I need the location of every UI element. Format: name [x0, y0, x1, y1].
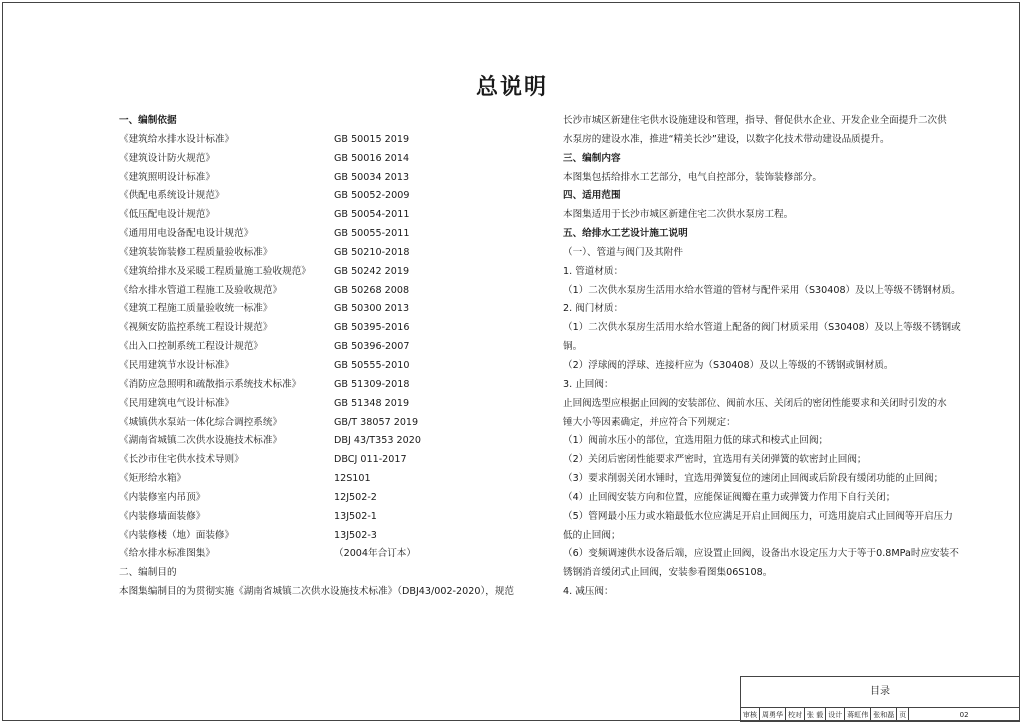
- reference-row: [119, 131, 539, 150]
- reference-code: 13J502-3: [334, 529, 377, 541]
- body-text: （1）阀前水压小的部位，宜选用阻力低的球式和梭式止回阀；: [563, 435, 829, 447]
- reference-name: 《民用建筑电气设计标准》: [119, 397, 235, 409]
- reference-code: GB 50016 2014: [334, 152, 410, 164]
- title-block-cell: 张 毅: [805, 708, 826, 722]
- reference-code: GB 50052-2009: [334, 190, 410, 202]
- reference-code: GB 50395-2016: [334, 322, 410, 334]
- reference-row: [119, 414, 539, 433]
- body-text: 本图集包括给排水工艺部分，电气自控部分，装饰装修部分。: [563, 171, 823, 183]
- reference-name: 《出入口控制系统工程设计规范》: [119, 341, 263, 353]
- reference-row: [119, 282, 539, 301]
- reference-name: 《建筑照明设计标准》: [119, 171, 215, 183]
- reference-row: [119, 470, 539, 489]
- reference-code: DBCJ 011-2017: [334, 454, 407, 466]
- title-block-cell: 页: [897, 708, 909, 722]
- reference-code: 12S101: [334, 473, 371, 485]
- reference-code: GB/T 38057 2019: [334, 416, 419, 428]
- reference-row: [119, 432, 539, 451]
- reference-name: 《供配电系统设计规范》: [119, 190, 225, 202]
- body-text: 1. 管道材质：: [563, 265, 624, 277]
- reference-name: 《消防应急照明和疏散指示系统技术标准》: [119, 378, 302, 390]
- reference-row: [119, 545, 539, 564]
- body-text: （2）浮球阀的浮球、连接杆应为（S30408）及以上等级的不锈钢或铜材质。: [563, 359, 894, 371]
- reference-code: GB 50242 2019: [334, 265, 410, 277]
- reference-row: [119, 187, 539, 206]
- title-block-cell: 蒋虹伟: [845, 708, 871, 722]
- reference-name: 《建筑装饰装修工程质量验收标准》: [119, 246, 273, 258]
- title-block-cell: 周勇华: [760, 708, 786, 722]
- reference-code: GB 51348 2019: [334, 397, 410, 409]
- reference-code: GB 50555-2010: [334, 359, 410, 371]
- reference-name: 《长沙市住宅供水技术导则》: [119, 454, 244, 466]
- title-block-cell: 02: [959, 711, 969, 719]
- reference-row: [119, 395, 539, 414]
- title-block-cell: 张和磊: [871, 708, 897, 722]
- reference-code: 12J502-2: [334, 491, 377, 503]
- reference-name: 《建筑设计防火规范》: [119, 152, 215, 164]
- body-text: 长沙市城区新建住宅供水设施建设和管理，指导、督促供水企业、开发企业全面提升二次供: [563, 115, 947, 126]
- body-text: 3. 止回阀：: [563, 378, 614, 390]
- right-column: [563, 112, 973, 602]
- reference-name: 《给水排水标准图集》: [119, 548, 215, 560]
- reference-name: 《内装修楼（地）面装修》: [119, 529, 235, 541]
- body-text: 本图集适用于长沙市城区新建住宅二次供水泵房工程。: [563, 209, 794, 221]
- reference-name: 《建筑给水排水设计标准》: [119, 133, 235, 145]
- body-text: （5）管网最小压力或水箱最低水位应满足开启止回阀压力，可选用旋启式止回阀等开启压力: [563, 510, 953, 522]
- title-block-cell: 审核: [741, 708, 760, 722]
- body-text: （3）要求削弱关闭水锤时，宜选用弹簧复位的速闭止回阀或后阶段有缓闭功能的止回阀；: [563, 473, 944, 485]
- reference-code: 13J502-1: [334, 510, 377, 522]
- reference-code: GB 50015 2019: [334, 133, 410, 145]
- title-block-name: 目录: [741, 677, 1019, 708]
- reference-row: [119, 319, 539, 338]
- title-block-cells: [741, 708, 1019, 722]
- section-heading: 二、编制目的: [119, 567, 177, 579]
- reference-row: [119, 451, 539, 470]
- body-text: 4. 减压阀：: [563, 586, 614, 598]
- reference-name: 《建筑给排水及采暖工程质量施工验收规范》: [119, 265, 311, 277]
- reference-name: 《低压配电设计规范》: [119, 209, 215, 221]
- section-heading: 三、编制内容: [563, 152, 621, 164]
- reference-name: 《给水排水管道工程施工及验收规范》: [119, 284, 283, 296]
- reference-code: GB 51309-2018: [334, 378, 410, 390]
- body-text: （1）二次供水泵房生活用水给水管道的管材与配件采用（S30408）及以上等级不锈钢材质。: [563, 284, 961, 296]
- reference-name: 《城镇供水泵站一体化综合调控系统》: [119, 416, 283, 428]
- reference-code: DBJ 43/T353 2020: [334, 435, 421, 447]
- reference-row: [119, 225, 539, 244]
- reference-code: GB 50396-2007: [334, 341, 410, 353]
- body-text: （4）止回阀安装方向和位置，应能保证阀瓣在重力或弹簧力作用下自行关闭；: [563, 491, 896, 503]
- reference-row: [119, 244, 539, 263]
- reference-name: 《通用用电设备配电设计规范》: [119, 228, 254, 240]
- body-text: 止回阀选型应根据止回阀的安装部位、阀前水压、关闭后的密闭性能要求和关闭时引发的水: [563, 397, 947, 409]
- section-heading: 五、给排水工艺设计施工说明: [563, 228, 688, 240]
- reference-name: 《民用建筑节水设计标准》: [119, 359, 235, 371]
- body-text: （一）、管道与阀门及其附件: [563, 246, 683, 258]
- body-text: （2）关闭后密闭性能要求严密时，宜选用有关闭弹簧的软密封止回阀；: [563, 454, 867, 466]
- reference-row: [119, 338, 539, 357]
- body-text: （6）变频调速供水设备后端，应设置止回阀，设备出水设定压力大于等于0.8MPa时应安装不: [563, 548, 959, 560]
- reference-row: [119, 150, 539, 169]
- body-text: 锈钢消音缓闭式止回阀，安装参看图集06S108。: [563, 567, 773, 579]
- reference-code: （2004年合订本）: [334, 548, 416, 560]
- body-text: 锤大小等因素确定，并应符合下列规定：: [563, 416, 736, 428]
- body-text: 低的止回阀；: [563, 529, 621, 541]
- section-heading: 一、编制依据: [119, 115, 177, 126]
- left-column: [119, 112, 539, 602]
- reference-name: 《矩形给水箱》: [119, 473, 187, 485]
- reference-row: [119, 376, 539, 395]
- reference-row: [119, 263, 539, 282]
- reference-name: 《湖南省城镇二次供水设施技术标准》: [119, 435, 283, 447]
- reference-row: [119, 527, 539, 546]
- body-text: 铜。: [563, 341, 583, 353]
- reference-name: 《视频安防监控系统工程设计规范》: [119, 322, 273, 334]
- body-text: （1）二次供水泵房生活用水给水管道上配备的阀门材质采用（S30408）及以上等级不锈钢或: [563, 322, 961, 334]
- body-text: 水泵房的建设水准，推进“精美长沙”建设，以数字化技术带动建设品质提升。: [563, 133, 890, 145]
- reference-name: 《内装修室内吊顶》: [119, 491, 206, 503]
- reference-list: [119, 131, 539, 564]
- purpose-text: 本图集编制目的为贯彻实施《湖南省城镇二次供水设施技术标准》（DBJ43/002-2020），规范: [119, 586, 515, 598]
- reference-row: [119, 508, 539, 527]
- reference-code: GB 50268 2008: [334, 284, 410, 296]
- page-title: 总说明: [475, 75, 548, 100]
- reference-name: 《建筑工程施工质量验收统一标准》: [119, 303, 273, 315]
- section-heading: 四、适用范围: [563, 190, 621, 202]
- title-block-cell: 设计: [826, 708, 845, 722]
- reference-code: GB 50210-2018: [334, 246, 410, 258]
- reference-row: [119, 357, 539, 376]
- reference-row: [119, 300, 539, 319]
- reference-row: [119, 489, 539, 508]
- reference-row: [119, 169, 539, 188]
- body-text: 2. 阀门材质：: [563, 303, 624, 315]
- reference-code: GB 50054-2011: [334, 209, 410, 221]
- title-block-cell: 校对: [786, 708, 805, 722]
- reference-row: [119, 206, 539, 225]
- reference-code: GB 50300 2013: [334, 303, 410, 315]
- reference-code: GB 50055-2011: [334, 228, 410, 240]
- reference-code: GB 50034 2013: [334, 171, 410, 183]
- title-block: [740, 676, 1020, 722]
- reference-name: 《内装修墙面装修》: [119, 510, 206, 522]
